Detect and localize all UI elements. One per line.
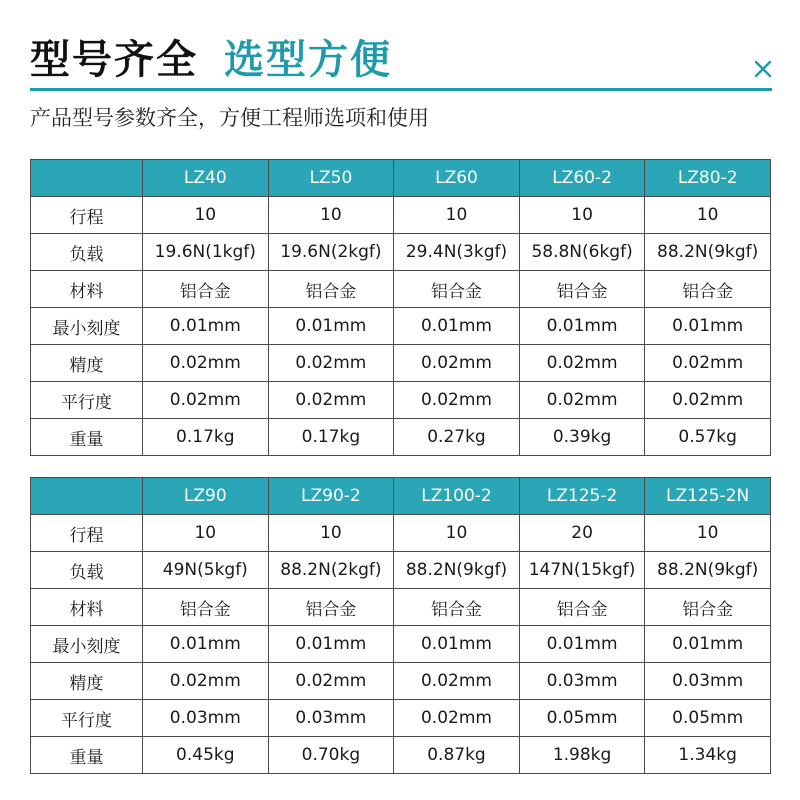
table-cell: 10 (645, 197, 771, 234)
table-cell: 0.01mm (394, 626, 520, 663)
page-header (0, 0, 800, 92)
table-cell: 0.45kg (143, 737, 269, 774)
table-row (31, 626, 771, 663)
table-row (31, 515, 771, 552)
table-cell: 0.57kg (645, 419, 771, 456)
table-row (31, 700, 771, 737)
page-title-primary: 型号齐全 (30, 37, 198, 83)
table-cell: 0.02mm (394, 345, 520, 382)
table-row (31, 419, 771, 456)
table-cell: 0.03mm (143, 700, 269, 737)
row-label-cell: 平行度 (31, 382, 143, 419)
table-cell: 20 (519, 515, 645, 552)
table-cell: 铝合金 (519, 589, 645, 626)
table-cell: 0.02mm (143, 663, 269, 700)
row-label-cell: 负载 (31, 552, 143, 589)
model-header-cell: LZ60 (394, 160, 520, 197)
table-row (31, 308, 771, 345)
table-cell: 0.87kg (394, 737, 520, 774)
table-cell: 0.03mm (268, 700, 394, 737)
table-row (31, 345, 771, 382)
model-header-cell: LZ100-2 (394, 478, 520, 515)
row-label-cell: 重量 (31, 419, 143, 456)
row-label-cell: 平行度 (31, 700, 143, 737)
table-cell: 铝合金 (143, 271, 269, 308)
table-cell: 10 (519, 197, 645, 234)
table-cell: 0.03mm (645, 663, 771, 700)
table-cell: 10 (143, 197, 269, 234)
model-header-cell: LZ50 (268, 160, 394, 197)
table-cell: 0.01mm (645, 308, 771, 345)
table-cell: 0.02mm (143, 382, 269, 419)
table-cell: 0.17kg (143, 419, 269, 456)
row-label-cell: 行程 (31, 197, 143, 234)
table-cell: 0.01mm (645, 626, 771, 663)
table-cell: 10 (394, 515, 520, 552)
header-divider (30, 88, 772, 91)
table-corner-cell (31, 478, 143, 515)
page-title-accent: 选型方便 (224, 37, 392, 83)
table-corner-cell (31, 160, 143, 197)
table-cell: 1.98kg (519, 737, 645, 774)
table-cell: 10 (645, 515, 771, 552)
row-label-cell: 重量 (31, 737, 143, 774)
table-cell: 0.70kg (268, 737, 394, 774)
table-cell: 铝合金 (143, 589, 269, 626)
spec-table-2 (30, 477, 771, 774)
table-cell: 0.02mm (519, 345, 645, 382)
table-cell: 0.02mm (394, 700, 520, 737)
row-label-cell: 材料 (31, 589, 143, 626)
table-cell: 0.02mm (268, 382, 394, 419)
page-subtitle: 产品型号参数齐全，方便工程师选项和使用 (30, 106, 429, 130)
table-row (31, 737, 771, 774)
table-cell: 0.02mm (645, 382, 771, 419)
table-cell: 铝合金 (519, 271, 645, 308)
table-cell: 铝合金 (645, 271, 771, 308)
row-label-cell: 最小刻度 (31, 626, 143, 663)
table-cell: 19.6N(1kgf) (143, 234, 269, 271)
table-cell: 0.02mm (268, 663, 394, 700)
table-cell: 0.01mm (143, 626, 269, 663)
model-header-cell: LZ80-2 (645, 160, 771, 197)
table-cell: 88.2N(9kgf) (645, 552, 771, 589)
table-cell: 0.01mm (268, 308, 394, 345)
table-cell: 0.01mm (394, 308, 520, 345)
table-row (31, 589, 771, 626)
table-cell: 29.4N(3kgf) (394, 234, 520, 271)
table-row (31, 271, 771, 308)
table-cell: 0.17kg (268, 419, 394, 456)
table-header-row (31, 160, 771, 197)
model-header-cell: LZ125-2N (645, 478, 771, 515)
row-label-cell: 精度 (31, 663, 143, 700)
table-cell: 0.01mm (268, 626, 394, 663)
row-label-cell: 最小刻度 (31, 308, 143, 345)
table-cell: 0.02mm (268, 345, 394, 382)
table-cell: 58.8N(6kgf) (519, 234, 645, 271)
table-header-row (31, 478, 771, 515)
row-label-cell: 材料 (31, 271, 143, 308)
table-cell: 0.39kg (519, 419, 645, 456)
table-cell: 0.03mm (519, 663, 645, 700)
table-row (31, 234, 771, 271)
table-cell: 10 (268, 515, 394, 552)
table-cell: 88.2N(2kgf) (268, 552, 394, 589)
table-cell: 0.02mm (519, 382, 645, 419)
table-cell: 0.02mm (645, 345, 771, 382)
table-row (31, 197, 771, 234)
table-cell: 0.02mm (143, 345, 269, 382)
model-header-cell: LZ125-2 (519, 478, 645, 515)
table-row (31, 663, 771, 700)
table-cell: 88.2N(9kgf) (394, 552, 520, 589)
table-cell: 10 (394, 197, 520, 234)
row-label-cell: 行程 (31, 515, 143, 552)
table-cell: 0.05mm (519, 700, 645, 737)
table-cell: 0.01mm (143, 308, 269, 345)
row-label-cell: 精度 (31, 345, 143, 382)
table-cell: 10 (143, 515, 269, 552)
table-cell: 147N(15kgf) (519, 552, 645, 589)
model-header-cell: LZ90-2 (268, 478, 394, 515)
table-cell: 铝合金 (268, 271, 394, 308)
table-cell: 铝合金 (394, 271, 520, 308)
table-cell: 0.05mm (645, 700, 771, 737)
table-cell: 0.01mm (519, 308, 645, 345)
table-cell: 19.6N(2kgf) (268, 234, 394, 271)
table-cell: 铝合金 (394, 589, 520, 626)
model-header-cell: LZ60-2 (519, 160, 645, 197)
table-cell: 0.01mm (519, 626, 645, 663)
row-label-cell: 负载 (31, 234, 143, 271)
table-cell: 0.02mm (394, 382, 520, 419)
table-cell: 49N(5kgf) (143, 552, 269, 589)
table-row (31, 382, 771, 419)
table-cell: 0.02mm (394, 663, 520, 700)
model-header-cell: LZ90 (143, 478, 269, 515)
table-cell: 1.34kg (645, 737, 771, 774)
table-cell: 铝合金 (645, 589, 771, 626)
spec-table-1 (30, 159, 771, 456)
table-cell: 88.2N(9kgf) (645, 234, 771, 271)
table-row (31, 552, 771, 589)
model-header-cell: LZ40 (143, 160, 269, 197)
close-icon[interactable] (750, 56, 776, 82)
table-cell: 10 (268, 197, 394, 234)
table-cell: 铝合金 (268, 589, 394, 626)
table-cell: 0.27kg (394, 419, 520, 456)
